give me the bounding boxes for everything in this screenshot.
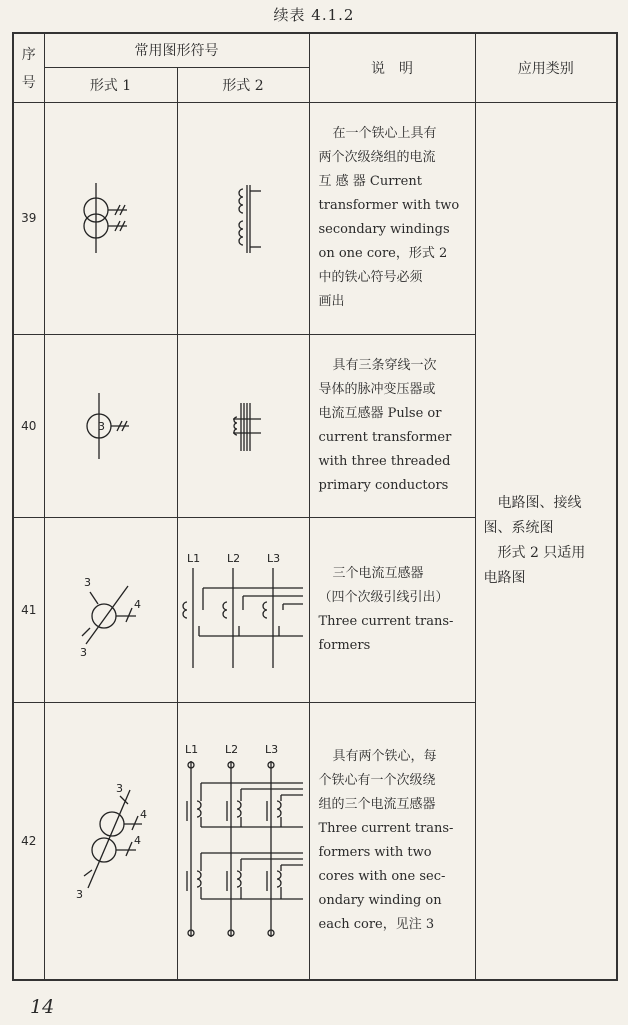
page-number: 14	[30, 996, 55, 1018]
phase-label-l1: L1	[185, 742, 199, 756]
desc-line: current transformer	[318, 429, 452, 445]
desc-line: primary conductors	[318, 477, 449, 493]
winding-count-label: 3	[97, 419, 105, 433]
label-bottom: 3	[75, 887, 83, 901]
threaded-primary-symbol	[203, 381, 283, 471]
table-row	[13, 102, 617, 334]
desc-line: with three threaded	[318, 453, 451, 469]
description-41	[309, 517, 475, 702]
desc-line: 电流互感器 Pulse or	[318, 405, 442, 421]
symbol-41-form1	[44, 517, 177, 702]
table-caption: 续表 4.1.2	[273, 6, 355, 24]
desc-line: 具有三条穿线一次	[332, 357, 437, 373]
row-number: 42	[13, 702, 44, 980]
label-right-1: 4	[139, 807, 147, 821]
symbol-39-form1	[44, 102, 177, 334]
phase-label-l2: L2	[227, 551, 241, 565]
desc-line: Three current trans-	[318, 820, 454, 836]
phase-label-l3: L3	[265, 742, 279, 756]
header-seq	[13, 33, 44, 102]
ct-core-windings-symbol	[203, 163, 283, 273]
desc-line: 在一个铁心上具有	[332, 126, 437, 141]
three-ct-symbol	[66, 560, 156, 660]
desc-line: ondary winding on	[318, 892, 442, 908]
desc-line: 画出	[318, 294, 345, 309]
two-core-ct-symbol	[66, 776, 156, 906]
desc-line: on one core，形式 2	[318, 246, 448, 261]
header-description: 说 明	[309, 33, 475, 102]
desc-line: 个铁心有一个次级绕	[318, 772, 436, 788]
label-bottom: 3	[79, 645, 87, 659]
row-number: 41	[13, 517, 44, 702]
desc-line: cores with one sec-	[318, 868, 446, 884]
header-seq-line1: 序	[21, 46, 36, 63]
application-category	[475, 102, 617, 980]
desc-line: secondary windings	[318, 222, 450, 237]
desc-line: 三个电流互感器	[332, 565, 424, 581]
description-39	[309, 102, 475, 334]
desc-line: formers with two	[318, 844, 432, 860]
header-application: 应用类别	[475, 33, 617, 102]
phase-label-l2: L2	[225, 742, 239, 756]
symbol-40-form2	[177, 334, 309, 517]
header-form2: 形式 2	[177, 67, 309, 102]
phase-label-l1: L1	[187, 551, 201, 565]
label-top: 3	[83, 575, 91, 589]
desc-line: 导体的脉冲变压器或	[318, 381, 436, 397]
desc-line: formers	[318, 637, 371, 653]
symbol-39-form2	[177, 102, 309, 334]
description-40	[309, 334, 475, 517]
ct-two-windings-symbol	[71, 168, 151, 268]
desc-line: transformer with two	[318, 198, 460, 213]
symbol-41-form2	[177, 517, 309, 702]
row-number: 39	[13, 102, 44, 334]
desc-line: 组的三个电流互感器	[318, 796, 436, 812]
label-right: 4	[133, 597, 141, 611]
three-ct-circuit-symbol	[179, 540, 307, 680]
app-line: 电路图、接线	[497, 494, 582, 511]
phase-label-l3: L3	[267, 551, 281, 565]
desc-line: 互 感 器 Current	[318, 174, 422, 189]
pulse-transformer-symbol	[71, 381, 151, 471]
header-symbols: 常用图形符号	[44, 33, 309, 67]
desc-line: 具有两个铁心，每	[332, 748, 437, 764]
symbol-table	[12, 32, 618, 981]
desc-line: （四个次级引线引出）	[318, 589, 449, 605]
app-line: 图、系统图	[483, 519, 554, 536]
header-seq-line2: 号	[21, 74, 36, 91]
desc-line: Three current trans-	[318, 613, 454, 629]
desc-line: 两个次级绕组的电流	[318, 150, 436, 165]
label-top: 3	[115, 781, 123, 795]
label-right-2: 4	[133, 833, 141, 847]
description-42	[309, 702, 475, 980]
desc-line: each core，见注 3	[318, 916, 435, 932]
app-line: 形式 2 只适用	[483, 544, 586, 561]
symbol-42-form2	[177, 702, 309, 980]
row-number: 40	[13, 334, 44, 517]
two-core-ct-circuit-symbol	[179, 731, 307, 951]
app-line: 电路图	[483, 569, 526, 586]
desc-line: 中的铁心符号必须	[318, 270, 423, 285]
symbol-40-form1	[44, 334, 177, 517]
header-form1: 形式 1	[44, 67, 177, 102]
symbol-42-form1	[44, 702, 177, 980]
